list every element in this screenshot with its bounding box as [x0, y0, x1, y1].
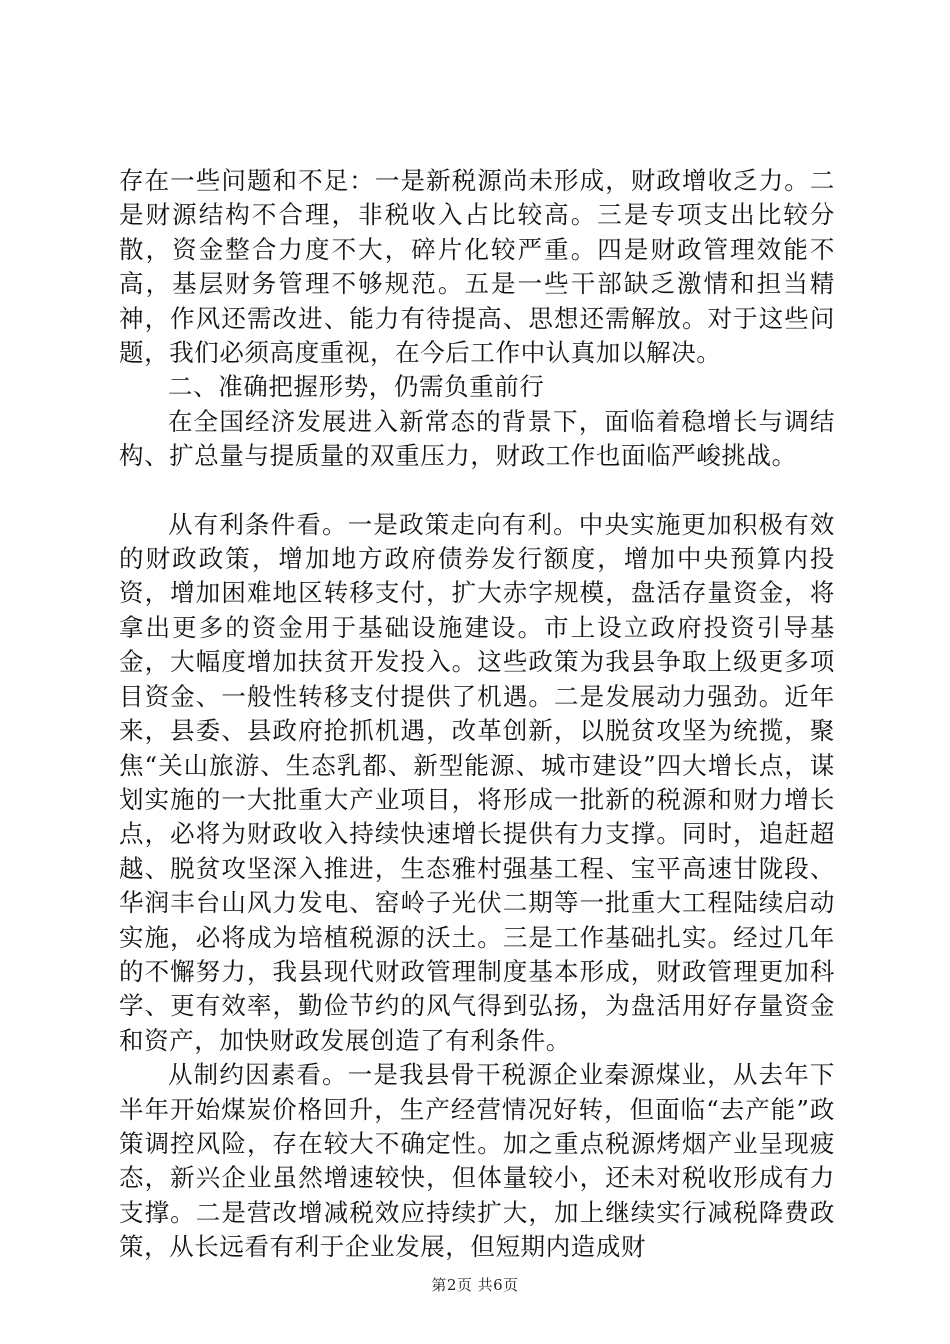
- paragraph-context: 在全国经济发展进入新常态的背景下，面临着稳增长与调结构、扩总量与提质量的双重压力，财政工作也面临严峻挑战。: [119, 406, 835, 471]
- section-heading: 二、准确把握形势，仍需负重前行: [168, 372, 545, 402]
- page-number: 第2页 共6页: [431, 1276, 519, 1294]
- document-body: [119, 164, 835, 1265]
- paragraph-problems: 存在一些问题和不足：一是新税源尚未形成，财政增收乏力。二是财源结构不合理，非税收入占比较高。三是专项支出比较分散，资金整合力度不大，碎片化较严重。四是财政管理效能不高，基层财务管理不够规范。五是一些干部缺乏激情和担当精神，作风还需改进、能力有待提高、思想还需解放。对于这些问题，我们必须高度重视，在今后工作中认真加以解决。: [119, 166, 835, 368]
- paragraph-favorable-conditions: 从有利条件看。一是政策走向有利。中央实施更加积极有效的财政政策，增加地方政府债券发行额度，增加中央预算内投资，增加困难地区转移支付，扩大赤字规模，盘活存量资金，将拿出更多的资金用于基础设施建设。市上设立政府投资引导基金，大幅度增加扶贫开发投入。这些政策为我县争取上级更多项目资金、一般性转移支付提供了机遇。二是发展动力强劲。近年来，县委、县政府抢抓机遇，改革创新，以脱贫攻坚为统揽，聚焦“关山旅游、生态乳都、新型能源、城市建设”四大增长点，谋划实施的一大批重大产业项目，将形成一批新的税源和财力增长点，必将为财政收入持续快速增长提供有力支撑。同时，追赶超越、脱贫攻坚深入推进，生态雅村强基工程、宝平高速甘陇段、华润丰台山风力发电、窑岭子光伏二期等一批重大工程陆续启动实施，必将成为培植税源的沃土。三是工作基础扎实。经过几年的不懈努力，我县现代财政管理制度基本形成，财政管理更加科学、更有效率，勤俭节约的风气得到弘扬，为盘活用好存量资金和资产，加快财政发展创造了有利条件。: [119, 509, 835, 1055]
- paragraph-constraints: 从制约因素看。一是我县骨干税源企业秦源煤业，从去年下半年开始煤炭价格回升，生产经营情况好转，但面临“去产能”政策调控风险，存在较大不确定性。加之重点税源烤烟产业呈现疲态，新兴企业虽然增速较快，但体量较小，还未对税收形成有力支撑。二是营改增减税效应持续扩大，加上继续实行减税降费政策，从长远看有利于企业发展，但短期内造成财: [119, 1060, 835, 1262]
